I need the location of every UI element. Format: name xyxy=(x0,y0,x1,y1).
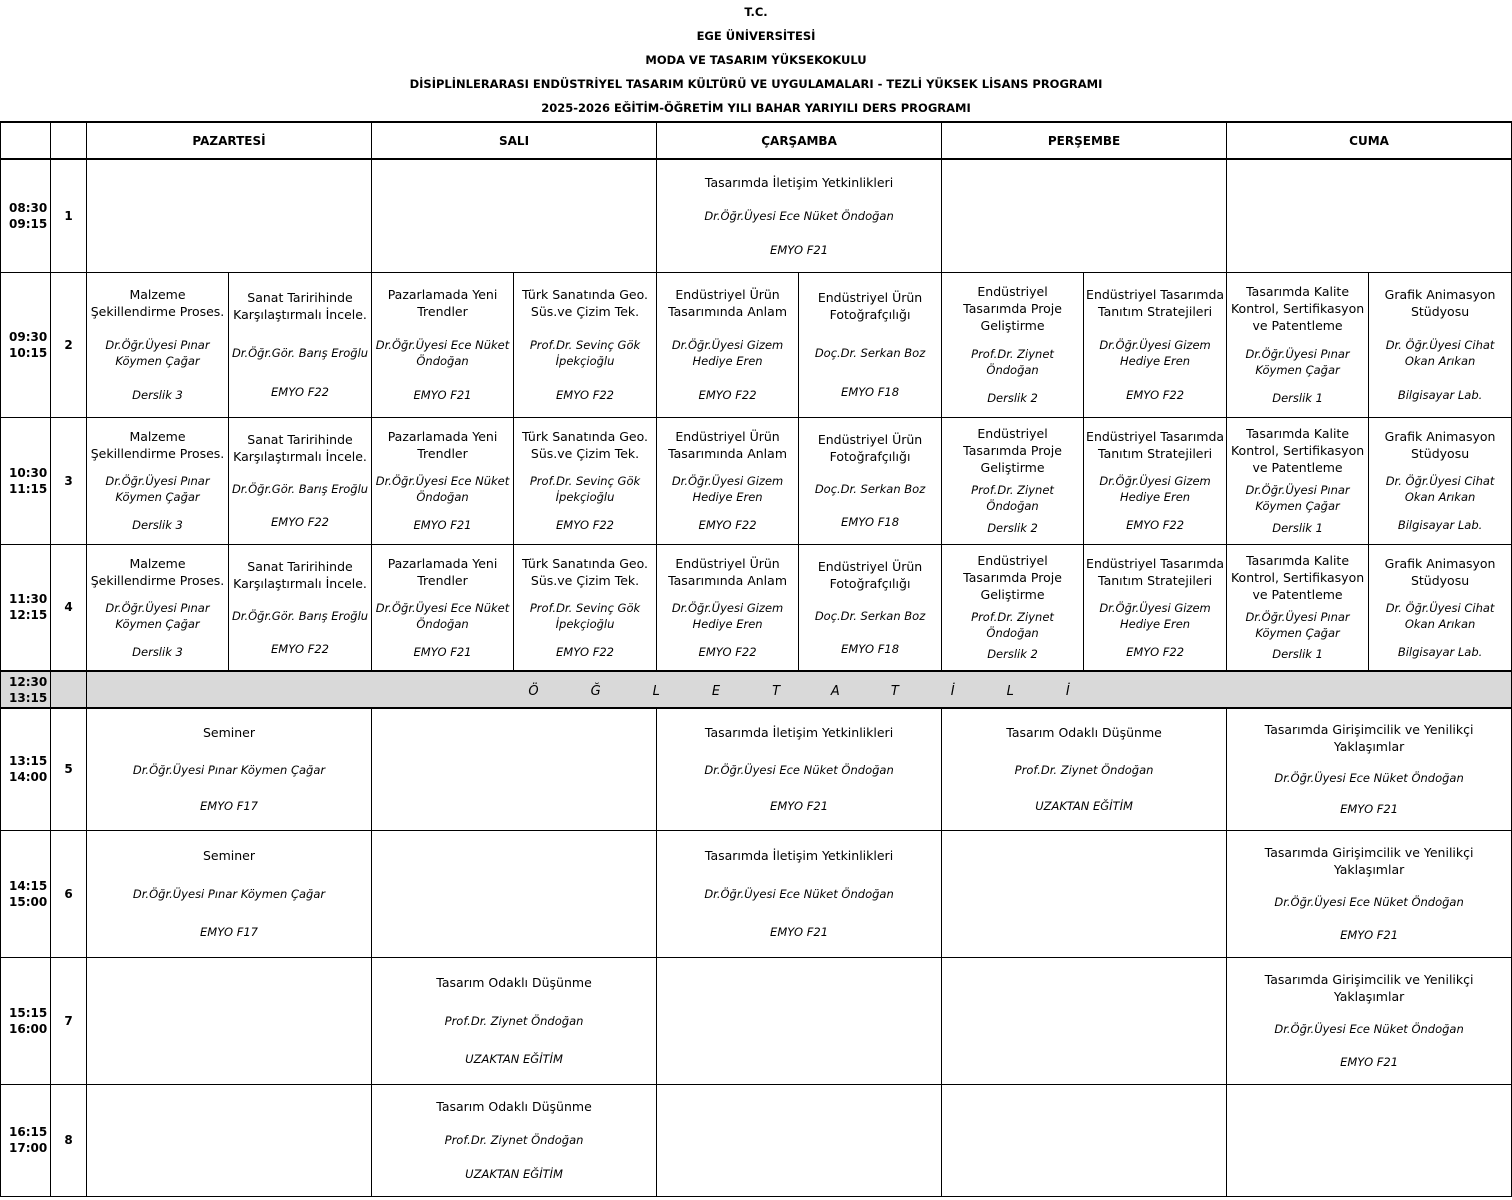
course-room: EMYO F22 xyxy=(556,644,614,659)
empty-cell xyxy=(942,957,1227,1084)
course-name: Tasarım Odaklı Düşünme xyxy=(436,974,592,990)
course-cell xyxy=(799,417,942,544)
course-cell xyxy=(514,417,657,544)
time-end: 17:00 xyxy=(9,1141,48,1155)
course-cell xyxy=(229,272,372,417)
header-line-2: EGE ÜNİVERSİTESİ xyxy=(696,29,816,43)
time-end: 10:15 xyxy=(9,345,48,360)
course-cell xyxy=(942,708,1227,830)
course-teacher: Dr.Öğr.Gör. Barış Eroğlu xyxy=(231,346,369,361)
course-room: Bilgisayar Lab. xyxy=(1397,644,1483,659)
time-cell xyxy=(1,159,51,272)
course-room: EMYO F21 xyxy=(1340,802,1399,817)
course-teacher: Dr. Öğr.Üyesi Cihat Okan Arıkan xyxy=(1385,474,1495,505)
course-name: Seminer xyxy=(202,847,256,863)
course-name: Tasarımda İletişim Yetkinlikleri xyxy=(704,725,894,741)
course-teacher: Dr.Öğr.Üyesi Pınar Köymen Çağar xyxy=(1245,482,1350,513)
time-end: 12:15 xyxy=(9,608,48,623)
course-cell xyxy=(87,417,229,544)
course-teacher: Dr.Öğr.Üyesi Gizem Hediye Eren xyxy=(1099,338,1211,369)
course-cell xyxy=(1227,957,1512,1084)
course-name: Endüstriyel Ürün Tasarımında Anlam xyxy=(668,555,787,588)
course-room: EMYO F22 xyxy=(1126,517,1185,532)
course-teacher: Dr.Öğr.Üyesi Pınar Köymen Çağar xyxy=(105,474,210,505)
course-teacher: Dr.Öğr.Üyesi Pınar Köymen Çağar xyxy=(132,886,326,901)
time-start: 15:15 xyxy=(9,1005,48,1020)
course-room: EMYO F21 xyxy=(413,387,472,402)
header-line-4: DİSİPLİNLERARASI ENDÜSTRİYEL TASARIM KÜLTÜRÜ VE UYGULAMALARI - TEZLİ YÜKSEK LİSANS PROGRAMI xyxy=(409,77,1103,91)
empty-cell xyxy=(87,957,372,1084)
empty-cell xyxy=(87,159,372,272)
course-cell xyxy=(87,272,229,417)
course-name: Grafik Animasyon Stüdyosu xyxy=(1384,287,1496,320)
course-cell xyxy=(799,544,942,671)
empty-cell xyxy=(942,830,1227,957)
lunch-break-label: ÖĞLETATİLİ xyxy=(528,684,1122,699)
course-room: EMYO F21 xyxy=(770,799,829,814)
time-start: 10:30 xyxy=(9,465,48,480)
time-start: 11:30 xyxy=(9,592,48,607)
course-room: EMYO F21 xyxy=(770,242,829,257)
time-cell xyxy=(1,830,51,957)
slot-row-6 xyxy=(1,830,1512,957)
course-name: Tasarım Odaklı Düşünme xyxy=(436,1099,592,1115)
course-cell xyxy=(1369,544,1512,671)
course-teacher: Dr.Öğr.Üyesi Gizem Hediye Eren xyxy=(1099,474,1211,505)
schedule-table xyxy=(0,121,1512,1197)
course-room: EMYO F22 xyxy=(271,641,329,656)
course-teacher: Dr.Öğr.Üyesi Ece Nüket Öndoğan xyxy=(704,209,894,224)
course-room: EMYO F21 xyxy=(770,925,829,940)
course-teacher: Dr.Öğr.Üyesi Ece Nüket Öndoğan xyxy=(1274,895,1464,910)
course-cell xyxy=(372,1084,657,1196)
empty-cell xyxy=(942,159,1227,272)
course-teacher: Dr.Öğr.Üyesi Gizem Hediye Eren xyxy=(671,601,784,632)
document-header xyxy=(0,0,1512,120)
course-teacher: Prof.Dr. Sevinç Gök İpekçioğlu xyxy=(529,474,641,505)
course-room: Bilgisayar Lab. xyxy=(1397,387,1483,402)
course-teacher: Doç.Dr. Serkan Boz xyxy=(814,482,926,497)
empty-cell xyxy=(51,671,87,708)
course-name: Tasarımda Kalite Kontrol, Sertifikasyon ve Patentleme xyxy=(1230,553,1365,603)
header-line-5: 2025-2026 EĞİTİM-ÖĞRETİM YILI BAHAR YARIYILI DERS PROGRAMI xyxy=(541,101,971,115)
slot-number: 6 xyxy=(51,830,87,957)
course-room: Derslik 2 xyxy=(987,520,1038,535)
course-room: EMYO F21 xyxy=(1340,928,1399,943)
course-room: EMYO F22 xyxy=(698,387,757,402)
course-room: Derslik 3 xyxy=(132,387,183,402)
course-teacher: Dr. Öğr.Üyesi Cihat Okan Arıkan xyxy=(1385,601,1495,632)
time-end: 15:00 xyxy=(9,894,48,909)
course-name: Türk Sanatında Geo. Süs.ve Çizim Tek. xyxy=(522,429,649,462)
lunch-row xyxy=(1,671,1512,708)
course-name: Pazarlamada Yeni Trendler xyxy=(387,555,498,588)
course-teacher: Prof.Dr. Sevinç Gök İpekçioğlu xyxy=(529,601,641,632)
course-cell xyxy=(372,272,514,417)
course-teacher: Dr.Öğr.Üyesi Ece Nüket Öndoğan xyxy=(1274,771,1464,786)
course-teacher: Dr.Öğr.Üyesi Ece Nüket Öndoğan xyxy=(1274,1022,1464,1037)
course-cell xyxy=(1084,544,1227,671)
course-cell xyxy=(1227,544,1369,671)
time-cell xyxy=(1,957,51,1084)
time-start: 14:15 xyxy=(9,878,48,893)
course-cell xyxy=(1369,272,1512,417)
course-cell xyxy=(657,417,799,544)
course-cell xyxy=(657,708,942,830)
course-room: Derslik 2 xyxy=(987,647,1038,662)
course-cell xyxy=(87,544,229,671)
course-teacher: Dr. Öğr.Üyesi Cihat Okan Arıkan xyxy=(1385,338,1495,369)
course-cell xyxy=(942,272,1084,417)
course-name: Endüstriyel Ürün Fotoğrafçılığı xyxy=(817,431,923,464)
time-cell xyxy=(1,1084,51,1196)
course-teacher: Dr.Öğr.Gör. Barış Eroğlu xyxy=(231,482,369,497)
time-cell xyxy=(1,272,51,417)
course-teacher: Dr.Öğr.Üyesi Pınar Köymen Çağar xyxy=(105,338,210,369)
course-name: Tasarımda Girişimcilik ve Yenilikçi Yaklaşımlar xyxy=(1264,722,1474,755)
course-teacher: Prof.Dr. Ziynet Öndoğan xyxy=(971,609,1054,640)
course-teacher: Dr.Öğr.Üyesi Ece Nüket Öndoğan xyxy=(375,601,510,632)
course-name: Tasarımda İletişim Yetkinlikleri xyxy=(704,174,894,190)
course-teacher: Doç.Dr. Serkan Boz xyxy=(814,609,926,624)
course-name: Tasarımda Kalite Kontrol, Sertifikasyon ve Patentleme xyxy=(1230,284,1365,334)
course-name: Endüstriyel Tasarımda Proje Geliştirme xyxy=(963,426,1062,476)
course-name: Sanat Taririhinde Karşılaştırmalı İncele. xyxy=(233,431,367,464)
course-room: UZAKTAN EĞİTİM xyxy=(465,1052,563,1067)
lunch-break-cell xyxy=(87,671,1512,708)
course-teacher: Dr.Öğr.Üyesi Pınar Köymen Çağar xyxy=(132,762,326,777)
slot-number: 1 xyxy=(51,159,87,272)
empty-cell xyxy=(372,830,657,957)
empty-cell xyxy=(1227,1084,1512,1196)
course-cell xyxy=(1227,417,1369,544)
course-name: Endüstriyel Tasarımda Proje Geliştirme xyxy=(963,553,1062,603)
course-teacher: Dr.Öğr.Üyesi Gizem Hediye Eren xyxy=(1099,601,1211,632)
course-name: Pazarlamada Yeni Trendler xyxy=(387,287,498,320)
time-cell xyxy=(1,417,51,544)
course-room: Derslik 1 xyxy=(1272,520,1323,535)
course-name: Türk Sanatında Geo. Süs.ve Çizim Tek. xyxy=(522,287,649,320)
course-teacher: Dr.Öğr.Gör. Barış Eroğlu xyxy=(231,609,369,624)
course-cell xyxy=(229,417,372,544)
day-monday: PAZARTESİ xyxy=(87,122,372,159)
course-name: Endüstriyel Ürün Tasarımında Anlam xyxy=(668,429,787,462)
course-room: EMYO F17 xyxy=(200,925,258,940)
slot-row-4 xyxy=(1,544,1512,671)
course-cell xyxy=(372,544,514,671)
course-name: Malzeme Şekillendirme Proses. xyxy=(90,287,225,320)
course-cell xyxy=(372,957,657,1084)
slot-number: 5 xyxy=(51,708,87,830)
course-room: EMYO F18 xyxy=(841,385,900,400)
course-teacher: Doç.Dr. Serkan Boz xyxy=(814,346,926,361)
course-teacher: Prof.Dr. Ziynet Öndoğan xyxy=(444,1013,584,1028)
course-room: EMYO F22 xyxy=(556,517,614,532)
time-start: 08:30 xyxy=(9,200,48,215)
course-room: EMYO F21 xyxy=(1340,1055,1399,1070)
slot-number: 2 xyxy=(51,272,87,417)
course-room: EMYO F17 xyxy=(200,799,258,814)
course-teacher: Prof.Dr. Ziynet Öndoğan xyxy=(1014,762,1154,777)
course-teacher: Dr.Öğr.Üyesi Gizem Hediye Eren xyxy=(671,474,784,505)
slot-number: 4 xyxy=(51,544,87,671)
empty-cell xyxy=(942,1084,1227,1196)
course-room: EMYO F21 xyxy=(413,644,472,659)
course-room: Derslik 3 xyxy=(132,644,183,659)
time-end: 11:15 xyxy=(9,481,48,496)
course-room: EMYO F18 xyxy=(841,515,900,530)
header-line-3: MODA VE TASARIM YÜKSEKOKULU xyxy=(645,53,867,67)
course-room: Derslik 1 xyxy=(1272,647,1323,662)
day-friday: CUMA xyxy=(1227,122,1512,159)
course-teacher: Dr.Öğr.Üyesi Pınar Köymen Çağar xyxy=(105,601,210,632)
course-cell xyxy=(657,272,799,417)
course-cell xyxy=(87,708,372,830)
course-cell xyxy=(799,272,942,417)
empty-cell xyxy=(87,1084,372,1196)
day-thursday: PERŞEMBE xyxy=(942,122,1227,159)
course-name: Tasarımda Girişimcilik ve Yenilikçi Yaklaşımlar xyxy=(1264,971,1474,1004)
course-room: EMYO F22 xyxy=(1126,644,1185,659)
course-room: UZAKTAN EĞİTİM xyxy=(1035,799,1133,814)
course-name: Endüstriyel Tasarımda Tanıtım Stratejileri xyxy=(1086,429,1225,462)
slot-row-8 xyxy=(1,1084,1512,1196)
course-cell xyxy=(1227,708,1512,830)
course-cell xyxy=(657,830,942,957)
course-name: Sanat Taririhinde Karşılaştırmalı İncele. xyxy=(233,289,367,322)
day-wednesday: ÇARŞAMBA xyxy=(657,122,942,159)
empty-cell xyxy=(1227,159,1512,272)
header-line-1: T.C. xyxy=(744,5,768,19)
course-cell xyxy=(657,159,942,272)
slot-number: 7 xyxy=(51,957,87,1084)
course-cell xyxy=(942,417,1084,544)
course-name: Endüstriyel Tasarımda Tanıtım Stratejileri xyxy=(1086,555,1225,588)
course-name: Pazarlamada Yeni Trendler xyxy=(387,429,498,462)
course-name: Malzeme Şekillendirme Proses. xyxy=(90,555,225,588)
slot-row-7 xyxy=(1,957,1512,1084)
day-header-row xyxy=(1,122,1512,159)
course-name: Endüstriyel Ürün Fotoğrafçılığı xyxy=(817,558,923,591)
course-room: EMYO F18 xyxy=(841,641,900,656)
course-cell xyxy=(87,830,372,957)
corner-cell xyxy=(1,122,51,159)
time-end: 14:00 xyxy=(9,770,48,785)
slot-row-3 xyxy=(1,417,1512,544)
course-teacher: Prof.Dr. Ziynet Öndoğan xyxy=(971,346,1054,377)
slot-row-5 xyxy=(1,708,1512,830)
course-room: Derslik 1 xyxy=(1272,390,1323,405)
course-room: EMYO F22 xyxy=(1126,387,1185,402)
corner-cell xyxy=(51,122,87,159)
time-start: 16:15 xyxy=(9,1125,48,1139)
course-name: Grafik Animasyon Stüdyosu xyxy=(1384,429,1496,462)
course-name: Seminer xyxy=(202,725,256,741)
slot-row-2 xyxy=(1,272,1512,417)
course-cell xyxy=(1227,272,1369,417)
course-cell xyxy=(942,544,1084,671)
course-name: Endüstriyel Ürün Fotoğrafçılığı xyxy=(817,289,923,322)
course-name: Tasarımda İletişim Yetkinlikleri xyxy=(704,847,894,863)
course-room: EMYO F22 xyxy=(698,644,757,659)
time-start: 09:30 xyxy=(9,329,48,344)
empty-cell xyxy=(372,159,657,272)
course-teacher: Dr.Öğr.Üyesi Ece Nüket Öndoğan xyxy=(375,338,510,369)
course-cell xyxy=(1084,272,1227,417)
time-start: 13:15 xyxy=(9,754,48,769)
course-teacher: Dr.Öğr.Üyesi Ece Nüket Öndoğan xyxy=(375,474,510,505)
course-teacher: Dr.Öğr.Üyesi Pınar Köymen Çağar xyxy=(1245,346,1350,377)
slot-row-1 xyxy=(1,159,1512,272)
course-cell xyxy=(372,417,514,544)
course-room: Derslik 2 xyxy=(987,390,1038,405)
course-cell xyxy=(1227,830,1512,957)
course-teacher: Dr.Öğr.Üyesi Ece Nüket Öndoğan xyxy=(704,886,894,901)
day-tuesday: SALI xyxy=(372,122,657,159)
time-cell xyxy=(1,544,51,671)
course-teacher: Prof.Dr. Sevinç Gök İpekçioğlu xyxy=(529,338,641,369)
empty-cell xyxy=(657,1084,942,1196)
course-room: EMYO F22 xyxy=(271,515,329,530)
course-room: EMYO F22 xyxy=(556,387,614,402)
course-name: Endüstriyel Ürün Tasarımında Anlam xyxy=(668,287,787,320)
course-cell xyxy=(514,272,657,417)
course-room: Derslik 3 xyxy=(132,517,183,532)
course-cell xyxy=(657,544,799,671)
course-cell xyxy=(514,544,657,671)
course-teacher: Dr.Öğr.Üyesi Pınar Köymen Çağar xyxy=(1245,609,1350,640)
empty-cell xyxy=(372,708,657,830)
course-teacher: Dr.Öğr.Üyesi Ece Nüket Öndoğan xyxy=(704,762,894,777)
course-name: Tasarımda Kalite Kontrol, Sertifikasyon ve Patentleme xyxy=(1230,426,1365,476)
course-name: Endüstriyel Tasarımda Proje Geliştirme xyxy=(963,284,1062,334)
time-end: 09:15 xyxy=(9,216,48,231)
course-cell xyxy=(1369,417,1512,544)
time-cell xyxy=(1,671,51,708)
course-name: Sanat Taririhinde Karşılaştırmalı İncele. xyxy=(233,558,367,591)
course-name: Tasarımda Girişimcilik ve Yenilikçi Yaklaşımlar xyxy=(1264,844,1474,877)
course-cell xyxy=(1084,417,1227,544)
empty-cell xyxy=(657,957,942,1084)
course-room: EMYO F22 xyxy=(271,385,329,400)
time-cell xyxy=(1,708,51,830)
slot-number: 3 xyxy=(51,417,87,544)
course-name: Grafik Animasyon Stüdyosu xyxy=(1384,555,1496,588)
course-name: Tasarım Odaklı Düşünme xyxy=(1006,725,1162,741)
course-room: EMYO F21 xyxy=(413,517,472,532)
course-room: Bilgisayar Lab. xyxy=(1397,517,1483,532)
course-teacher: Prof.Dr. Ziynet Öndoğan xyxy=(971,482,1054,513)
course-name: Endüstriyel Tasarımda Tanıtım Stratejileri xyxy=(1086,287,1225,320)
course-teacher: Prof.Dr. Ziynet Öndoğan xyxy=(444,1133,584,1148)
time-end: 16:00 xyxy=(9,1021,48,1036)
course-name: Türk Sanatında Geo. Süs.ve Çizim Tek. xyxy=(522,555,649,588)
course-cell xyxy=(229,544,372,671)
course-room: EMYO F22 xyxy=(698,517,757,532)
course-room: UZAKTAN EĞİTİM xyxy=(465,1166,563,1181)
course-teacher: Dr.Öğr.Üyesi Gizem Hediye Eren xyxy=(671,338,784,369)
course-name: Malzeme Şekillendirme Proses. xyxy=(90,429,225,462)
time-start: 12:30 xyxy=(9,674,48,689)
slot-number: 8 xyxy=(51,1084,87,1196)
time-end: 13:15 xyxy=(9,690,48,705)
